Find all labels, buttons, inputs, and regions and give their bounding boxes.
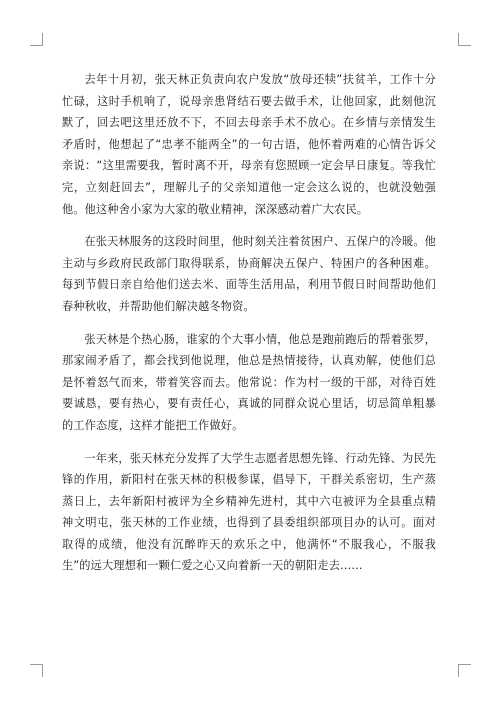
paragraph-3: 张天林是个热心肠，谁家的个大事小情，他总是跑前跑后的帮着张罗，那家闹矛盾了，都会找到他说理，他总是热情接待，认真劝解，使他们总是怀着怒气而来，带着笑容而去。他常说：作为村一级的干部，对待百姓要诚恳，要有热心，要有责任心，真诚的同群众说心里话，切忌简单粗暴的工作态度，这样才能把工作做好。 xyxy=(62,332,436,432)
crop-mark-top-right xyxy=(458,33,471,46)
paragraph-4: 一年来，张天林充分发挥了大学生志愿者思想先锋、行动先锋、为民先锋的作用，新阳村在张天林的积极参谋，倡导下，干群关系密切，生产蒸蒸日上，去年新阳村被评为全乡精神先进村，其中六屯被评为全县重点精神文明屯，张天林的工作业绩，也得到了县委组织部项目办的认可。面对取得的成绩，他没有沉醉昨天的欢乐之中，他满怀“不服我心，不服我生”的远大理想和一颗仁爱之心又向着新一天的朝阳走去…… xyxy=(62,451,436,573)
crop-mark-bottom-left xyxy=(30,664,43,677)
paragraph-2: 在张天林服务的这段时间里，他时刻关注着贫困户、五保户的冷暖。他主动与乡政府民政部门取得联系，协商解决五保户、特困户的各种困难。每到节假日亲自给他们送去米、面等生活用品，利用节假日时间帮助他们春种秋收，并帮助他们解决越冬物资。 xyxy=(62,235,436,313)
crop-mark-bottom-right xyxy=(458,664,471,677)
document-body xyxy=(62,69,436,588)
crop-mark-top-left xyxy=(30,33,43,46)
paragraph-1: 去年十月初，张天林正负责向农户发放“放母还犊”扶贫羊，工作十分忙碌，这时手机响了，说母亲患肾结石要去做手术，让他回家，此刻他沉默了，回去吧这里还放不下，不回去母亲手术不放心。在乡情与亲情发生矛盾时，他想起了“忠孝不能两全”的一句古语，他怀着两难的心情告诉父亲说：“这里需要我，暂时离不开，母亲有您照顾一定会早日康复。等我忙完，立刻赶回去”，理解儿子的父亲知道他一定会这么说的，也就没勉强他。他这种舍小家为大家的敬业精神，深深感动着广大农民。 xyxy=(62,73,436,216)
